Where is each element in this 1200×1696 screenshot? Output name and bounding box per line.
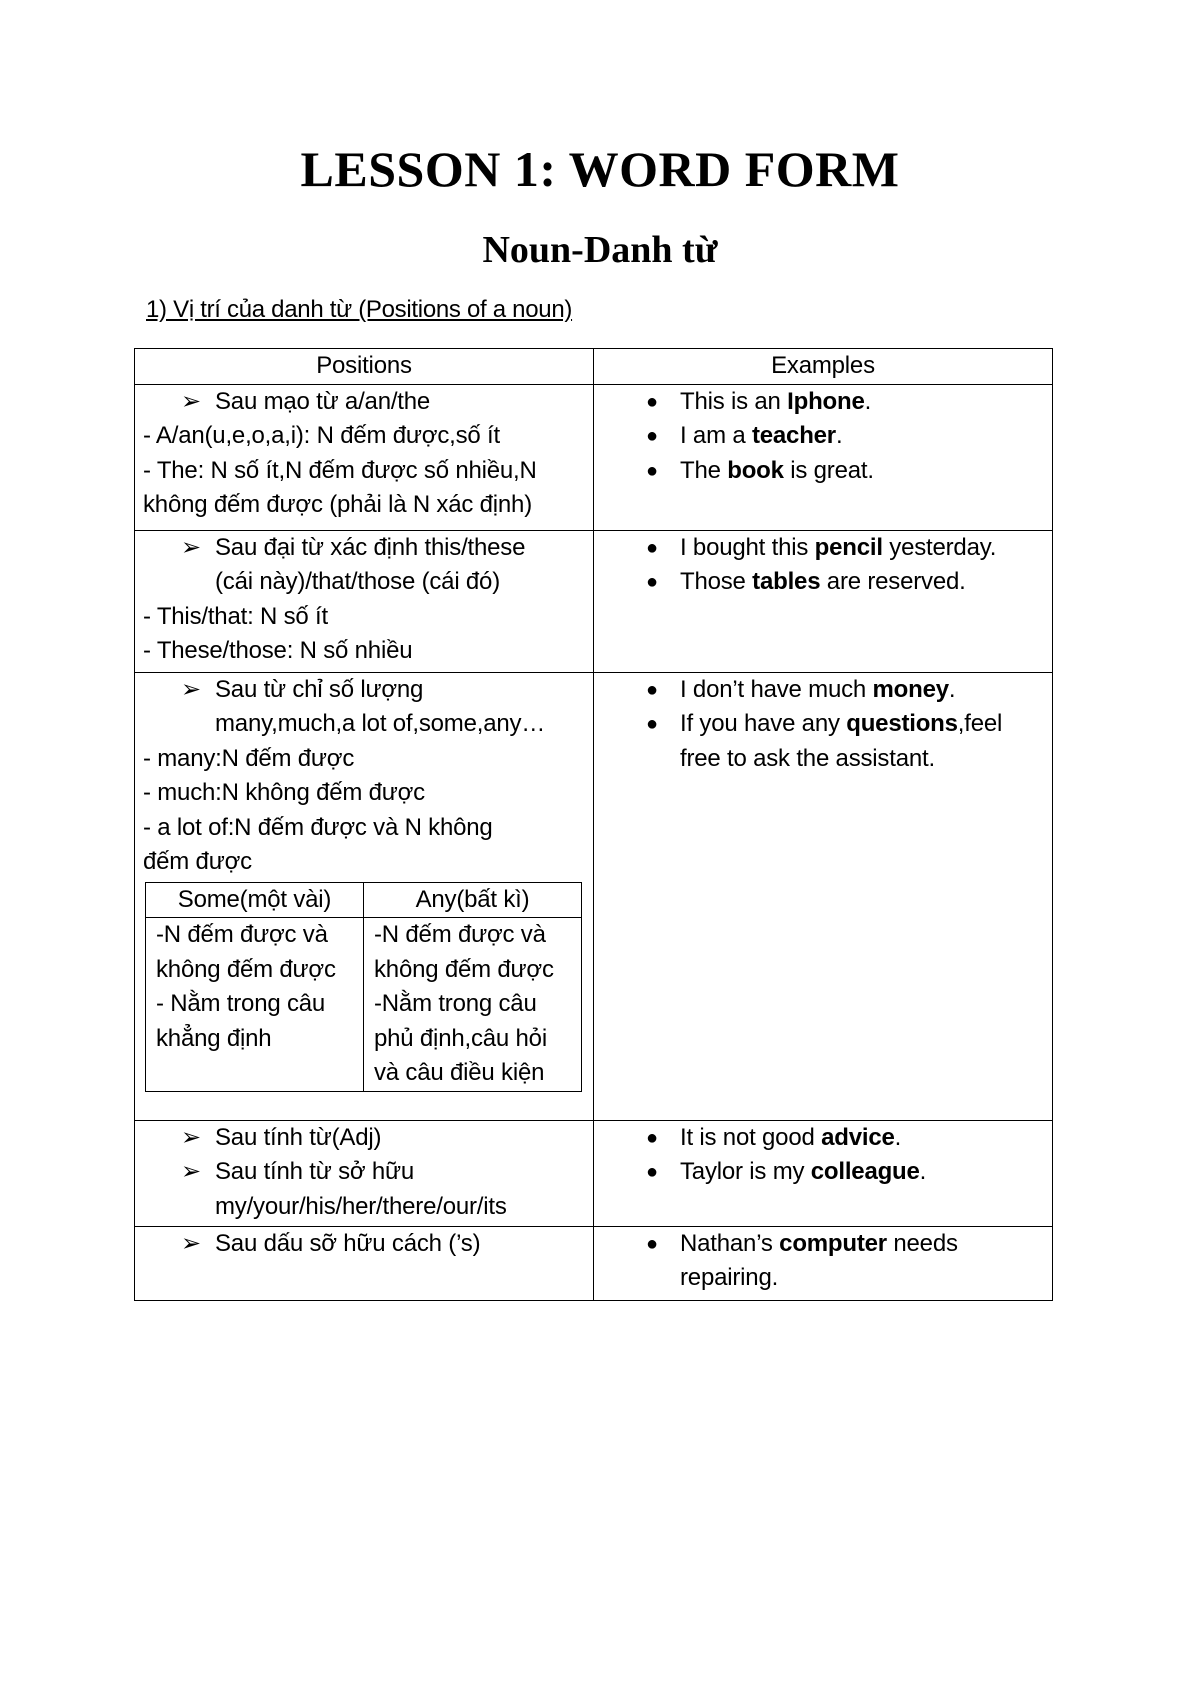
bullet-icon: ● (646, 425, 658, 447)
text-line: - a lot of:N đếm được và N không (143, 813, 493, 841)
arrow-list-item: ➢ Sau tính từ sở hữu my/your/his/her/there/our/its (143, 1155, 585, 1224)
bullet-icon: ● (646, 459, 658, 482)
text-line: - The: N số ít,N đếm được số nhiều,N (143, 456, 537, 484)
text-line: - These/those: N số nhiều (143, 637, 413, 664)
example-item: ● It is not good advice. (602, 1121, 1044, 1156)
text-line: - This/that: N số ít (143, 602, 328, 630)
arrow-list-item: ➢ Sau mạo từ a/an/the (143, 385, 585, 420)
table-header-row (135, 349, 1053, 385)
example-item: ● Nathan’s computer needs repairing. (602, 1227, 1044, 1296)
arrow-list-item: ➢ Sau từ chỉ số lượng many,much,a lot of,some,any… (143, 673, 585, 742)
bullet-icon: ● (646, 390, 658, 413)
some-header: Some(một vài) (146, 882, 364, 918)
example-item: ● I am a teacher. (602, 419, 1044, 454)
bullet-icon: ● (646, 536, 658, 559)
example-item: ● Those tables are reserved. (602, 565, 1044, 600)
text-line: đếm được (143, 848, 252, 875)
arrow-bullet-icon: ➢ (181, 675, 201, 703)
example-item: ● The book is great. (602, 454, 1044, 489)
positions-cell (135, 672, 594, 1120)
arrow-list-item: ➢ Sau dấu sỡ hữu cách (’s) (143, 1227, 585, 1262)
positions-cell (135, 1226, 594, 1300)
arrow-bullet-icon: ➢ (181, 1123, 201, 1151)
example-item: ● I don’t have much money. (602, 673, 1044, 708)
bullet-icon: ● (646, 1161, 658, 1183)
example-item: ● This is an Iphone. (602, 385, 1044, 420)
positions-cell (135, 384, 594, 530)
any-cell: -N đếm được và không đếm được -Nằm trong câu phủ định,câu hỏi và câu điều kiện (364, 918, 582, 1092)
example-item: ● Taylor is my colleague. (602, 1155, 1044, 1190)
positions-cell (135, 530, 594, 672)
table-row (135, 530, 1053, 672)
arrow-bullet-icon: ➢ (181, 1158, 201, 1185)
table-row (135, 1120, 1053, 1226)
examples-cell (594, 384, 1053, 530)
arrow-bullet-icon: ➢ (181, 387, 201, 415)
arrow-list-item: ➢ Sau đại từ xác định this/these (cái này)/that/those (cái đó) (143, 531, 585, 600)
any-header: Any(bất kì) (364, 882, 582, 918)
section-heading: 1) Vị trí của danh từ (Positions of a noun) (146, 296, 573, 323)
bullet-icon: ● (646, 678, 658, 701)
table-row (135, 384, 1053, 530)
example-item: ● If you have any questions,feel free to ask the assistant. (602, 707, 1044, 776)
document-subtitle: Noun-Danh từ (482, 229, 718, 271)
header-examples: Examples (594, 349, 1053, 385)
some-cell: -N đếm được và không đếm được - Nằm trong câu khẳng định (146, 918, 364, 1092)
positions-table (134, 348, 1053, 1301)
examples-cell (594, 530, 1053, 672)
some-any-table (145, 882, 582, 1092)
arrow-list-item: ➢ Sau tính từ(Adj) (143, 1121, 585, 1156)
examples-cell (594, 672, 1053, 1120)
table-row (135, 672, 1053, 1120)
table-row (135, 1226, 1053, 1300)
arrow-bullet-icon: ➢ (181, 533, 201, 561)
text-line: không đếm được (phải là N xác định) (143, 491, 533, 518)
document-title: LESSON 1: WORD FORM (300, 141, 900, 197)
positions-cell (135, 1120, 594, 1226)
text-line: - A/an(u,e,o,a,i): N đếm được,số ít (143, 422, 500, 449)
examples-cell (594, 1226, 1053, 1300)
text-line: - much:N không đếm được (143, 779, 425, 806)
bullet-icon: ● (646, 1232, 658, 1255)
text-line: - many:N đếm được (143, 744, 355, 772)
arrow-bullet-icon: ➢ (181, 1229, 201, 1257)
bullet-icon: ● (646, 1126, 658, 1149)
bullet-icon: ● (646, 571, 658, 593)
header-positions: Positions (135, 349, 594, 385)
example-item: ● I bought this pencil yesterday. (602, 531, 1044, 566)
bullet-icon: ● (646, 713, 658, 735)
examples-cell (594, 1120, 1053, 1226)
